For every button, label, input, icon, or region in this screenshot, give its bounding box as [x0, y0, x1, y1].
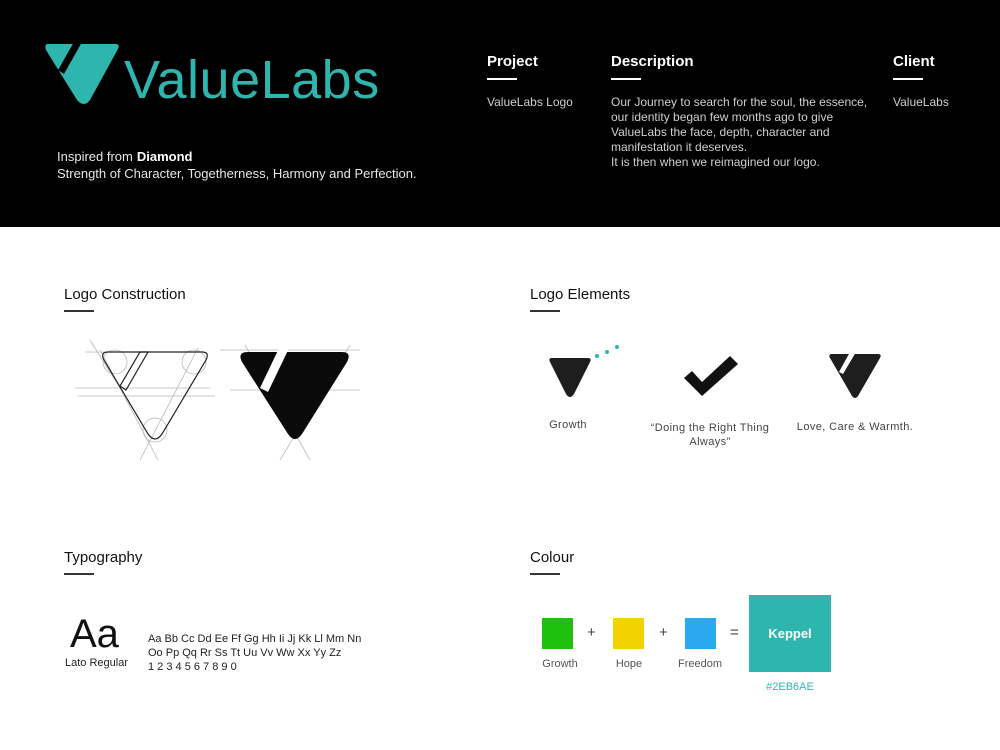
description-text	[611, 95, 876, 170]
brand-logo	[44, 42, 404, 112]
construction-solid-logo	[240, 342, 348, 439]
swatch-growth	[542, 618, 573, 649]
element-label-right-thing	[640, 421, 780, 449]
inspired-from	[57, 148, 193, 165]
type-sample: Aa	[70, 612, 119, 656]
project-column	[487, 52, 597, 110]
title-underline	[611, 78, 641, 80]
keppel-hex: #2EB6AE	[766, 681, 814, 693]
swatch-keppel	[749, 595, 831, 672]
section-underline	[64, 573, 94, 575]
element-label-line: “Doing the Right Thing	[650, 422, 770, 434]
section-underline	[530, 310, 560, 312]
header-band	[0, 0, 1000, 227]
checkmark-icon	[682, 354, 740, 398]
element-label-love: Love, Care & Warmth.	[796, 421, 914, 433]
description-line: manifestation it deserves.	[611, 140, 748, 154]
growth-v-icon	[546, 342, 626, 402]
swatch-freedom	[685, 618, 716, 649]
inspired-prefix: Inspired from	[57, 149, 133, 164]
element-label-growth: Growth	[549, 419, 587, 431]
description-title: Description	[611, 53, 694, 70]
brand-wordmark: ValueLabs	[124, 50, 380, 110]
glyph-set	[148, 632, 361, 674]
project-title: Project	[487, 53, 538, 70]
equals-sign: =	[730, 624, 739, 641]
section-title-elements: Logo Elements	[530, 286, 631, 303]
section-title-typography: Typography	[64, 549, 143, 566]
construction-outline	[103, 352, 208, 439]
section-underline	[64, 310, 94, 312]
title-underline	[487, 78, 517, 80]
swatch-label: Freedom	[677, 658, 723, 670]
glyph-line: Aa Bb Cc Dd Ee Ff Gg Hh Ii Jj Kk Ll Mm Nn	[148, 633, 362, 645]
client-value: ValueLabs	[893, 95, 949, 109]
logo-construction-diagram	[70, 330, 370, 470]
plus-sign: +	[587, 624, 596, 641]
client-column	[893, 52, 983, 110]
tagline: Strength of Character, Togetherness, Harmony and Perfection.	[57, 166, 417, 181]
valuelabs-logo-icon	[44, 42, 120, 108]
description-line: our identity began few months ago to give	[611, 110, 834, 124]
font-name: Lato Regular	[65, 657, 128, 669]
section-underline	[530, 573, 560, 575]
swatch-hope	[613, 618, 644, 649]
title-underline	[893, 78, 923, 80]
description-line: It is then when we reimagined our logo.	[611, 155, 820, 169]
glyph-line: 1 2 3 4 5 6 7 8 9 0	[148, 661, 237, 673]
plus-sign: +	[659, 624, 668, 641]
keppel-label: Keppel	[768, 626, 812, 641]
section-title-construction: Logo Construction	[64, 286, 186, 303]
description-line: ValueLabs the face, depth, character and	[611, 125, 830, 139]
glyph-line: Oo Pp Qq Rr Ss Tt Uu Vv Ww Xx Yy Zz	[148, 647, 342, 659]
project-value: ValueLabs Logo	[487, 95, 573, 109]
inspired-highlight: Diamond	[136, 149, 193, 164]
section-title-colour: Colour	[530, 549, 575, 566]
client-title: Client	[893, 53, 935, 70]
swatch-label: Growth	[542, 658, 578, 670]
love-v-icon	[828, 352, 882, 400]
description-column	[611, 52, 876, 170]
description-line: Our Journey to search for the soul, the essence,	[611, 95, 868, 109]
swatch-label: Hope	[615, 658, 643, 670]
element-label-line: Always”	[689, 436, 731, 448]
